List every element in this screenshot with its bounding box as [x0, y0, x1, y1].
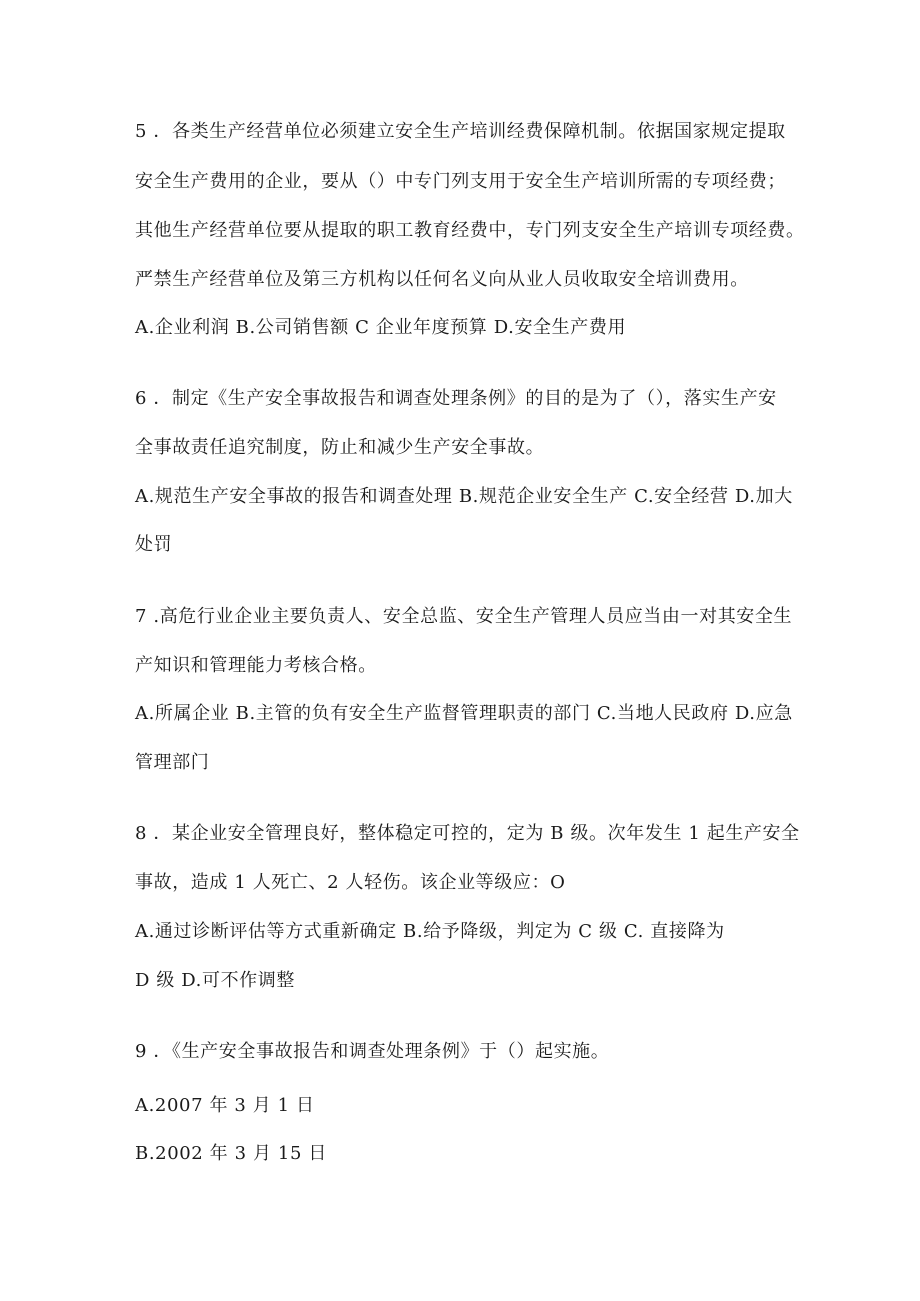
q8-line-1: 8 ．某企业安全管理良好，整体稳定可控的，定为 B 级。次年发生 1 起生产安全: [135, 823, 800, 844]
q5-line-4: 严禁生产经营单位及第三方机构以任何名义向从业人员收取安全培训费用。: [135, 269, 749, 290]
q9-line-1: 9 ．《生产安全事故报告和调查处理条例》于（）起实施。: [135, 1041, 610, 1062]
q9-option-a: A.2007 年 3 月 1 日: [135, 1095, 315, 1116]
q5-line-3: 其他生产经营单位要从提取的职工教育经费中，专门列支安全生产培训专项经费。: [135, 220, 805, 241]
q7-line-2: 产知识和管理能力考核合格。: [135, 655, 377, 676]
q7-options: A.所属企业 B.主管的负有安全生产监督管理职责的部门 C.当地人民政府 D.应急: [135, 703, 793, 724]
q6-options-cont: 处罚: [135, 534, 173, 555]
q6-options: A.规范生产安全事故的报告和调查处理 B.规范企业安全生产 C.安全经营 D.加大: [135, 486, 793, 507]
q6-line-1: 6 ．制定《生产安全事故报告和调查处理条例》的目的是为了（），落实生产安: [135, 388, 777, 409]
q7-line-1: 7 .高危行业企业主要负责人、安全总监、安全生产管理人员应当由一对其安全生: [135, 606, 793, 627]
q8-options-cont: D 级 D.可不作调整: [135, 970, 295, 991]
q7-options-cont: 管理部门: [135, 752, 210, 773]
q5-line-1: 5 ．各类生产经营单位必须建立安全生产培训经费保障机制。依据国家规定提取: [135, 121, 786, 142]
q5-line-2: 安全生产费用的企业，要从（）中专门列支用于安全生产培训所需的专项经费；: [135, 171, 786, 192]
q9-option-b: B.2002 年 3 月 15 日: [135, 1143, 327, 1164]
q8-options: A.通过诊断评估等方式重新确定 B.给予降级，判定为 C 级 C. 直接降为: [135, 921, 725, 942]
q5-options: A.企业利润 B.公司销售额 C 企业年度预算 D.安全生产费用: [135, 317, 627, 338]
q6-line-2: 全事故责任追究制度，防止和减少生产安全事故。: [135, 437, 545, 458]
q8-line-2: 事故，造成 1 人死亡、2 人轻伤。该企业等级应：O: [135, 872, 566, 893]
